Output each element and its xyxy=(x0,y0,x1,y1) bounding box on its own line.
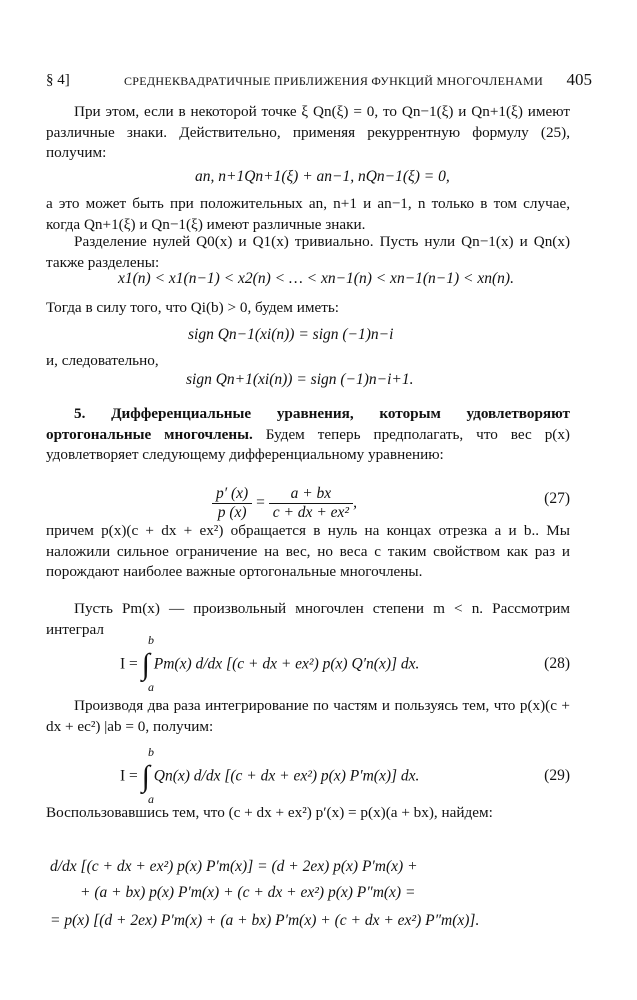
equation-29-lower-limit: a xyxy=(148,792,154,806)
equation-28-upper-limit: b xyxy=(148,633,154,647)
equation-27-comma: , xyxy=(353,494,357,512)
equation-29 xyxy=(120,760,419,794)
paragraph-8: Производя два раза интегрирование по частям и пользуясь тем, что p(x)(c + dx + ec²) |ab = 0, получим: xyxy=(46,697,570,735)
paragraph-1: При этом, если в некоторой точке ξ Qn(ξ) = 0, то Qn−1(ξ) и Qn+1(ξ) имеют различные знаки. Действительно, применяя рекуррентную формулу (25), получим: xyxy=(46,103,570,161)
paragraph-6: причем p(x)(c + dx + ex²) обращается в нуль на концах отрезка a и b.. Мы наложили сильное ограничение на вес, но веса с таким свойством как раз и порождают наиболее важные ортогональные многочлены. xyxy=(46,522,570,580)
lhs-numerator: p′ (x) xyxy=(212,485,252,504)
paragraph-3: Разделение нулей Q0(x) и Q1(x) тривиально. Пусть нули Qn−1(x) и Qn(x) также разделены: xyxy=(46,233,570,271)
integral-sign: ∫ xyxy=(141,760,150,793)
equation-zeros-order: x1(n) < x1(n−1) < x2(n) < … < xn−1(n) < xn−1(n−1) < xn(n). xyxy=(118,270,514,287)
equation-recurrence: an, n+1Qn+1(ξ) + an−1, nQn−1(ξ) = 0, xyxy=(195,168,450,185)
equation-28-lower-limit: a xyxy=(148,680,154,694)
section-5-heading: 5. Дифференциальные уравнения, которым удовлетворяют ортогональные многочлены. xyxy=(46,405,570,443)
equation-28 xyxy=(120,648,419,682)
header-title: СРЕДНЕКВАДРАТИЧНЫЕ ПРИБЛИЖЕНИЯ ФУНКЦИЙ МНОГОЧЛЕНАМИ xyxy=(124,74,544,88)
fraction-lhs xyxy=(212,485,252,522)
equation-29-number: (29) xyxy=(544,767,570,784)
equation-29-lhs: I = xyxy=(120,767,138,785)
paragraph-5: и, следовательно, xyxy=(46,352,159,369)
page-number: 405 xyxy=(566,70,592,89)
equation-derivative-line-3: = p(x) [(d + 2ex) P′m(x) + (a + bx) P′m(x) + (c + dx + ex²) P″m(x)]. xyxy=(50,912,480,929)
equation-sign-1: sign Qn−1(xi(n)) = sign (−1)n−i xyxy=(188,326,394,343)
paragraph-4: Тогда в силу того, что Qi(b) > 0, будем иметь: xyxy=(46,299,339,316)
paragraph-7: Пусть Pm(x) — произвольный многочлен степени m < n. Рассмотрим интеграл xyxy=(46,600,570,638)
rhs-numerator: a + bx xyxy=(269,485,353,504)
paragraph-9: Воспользовавшись тем, что (c + dx + ex²) p′(x) = p(x)(a + bx), найдем: xyxy=(46,804,493,821)
integral-sign: ∫ xyxy=(141,648,150,681)
equation-28-number: (28) xyxy=(544,655,570,672)
equation-27 xyxy=(212,485,357,522)
equation-derivative-line-2: + (a + bx) p(x) P′m(x) + (c + dx + ex²) p(x) P″m(x) = xyxy=(80,884,416,901)
equation-29-body: Qn(x) d/dx [(c + dx + ex²) p(x) P′m(x)] dx. xyxy=(153,767,420,785)
paragraph-2: а это может быть при положительных an, n+1 и an−1, n только в том случае, когда Qn+1(ξ) и Qn−1(ξ) имеют различные знаки. xyxy=(46,195,570,233)
equation-sign-2: sign Qn+1(xi(n)) = sign (−1)n−i+1. xyxy=(186,371,414,388)
section-5-paragraph xyxy=(46,404,570,466)
fraction-rhs xyxy=(269,485,353,522)
section-ref: § 4] xyxy=(46,72,70,88)
equals-sign: = xyxy=(256,494,265,512)
equation-derivative-line-1: d/dx [(c + dx + ex²) p(x) P′m(x)] = (d + 2ex) p(x) P′m(x) + xyxy=(50,858,418,875)
equation-29-upper-limit: b xyxy=(148,745,154,759)
equation-27-number: (27) xyxy=(544,490,570,507)
lhs-denominator: p (x) xyxy=(217,504,247,521)
rhs-denominator: c + dx + ex² xyxy=(272,504,350,521)
equation-28-body: Pm(x) d/dx [(c + dx + ex²) p(x) Q′n(x)] dx. xyxy=(153,655,420,673)
equation-28-lhs: I = xyxy=(120,655,138,673)
section-5-text: Будем теперь предполагать, что вес p(x) удовлетворяет следующему дифференциальному уравнению: xyxy=(46,425,570,463)
